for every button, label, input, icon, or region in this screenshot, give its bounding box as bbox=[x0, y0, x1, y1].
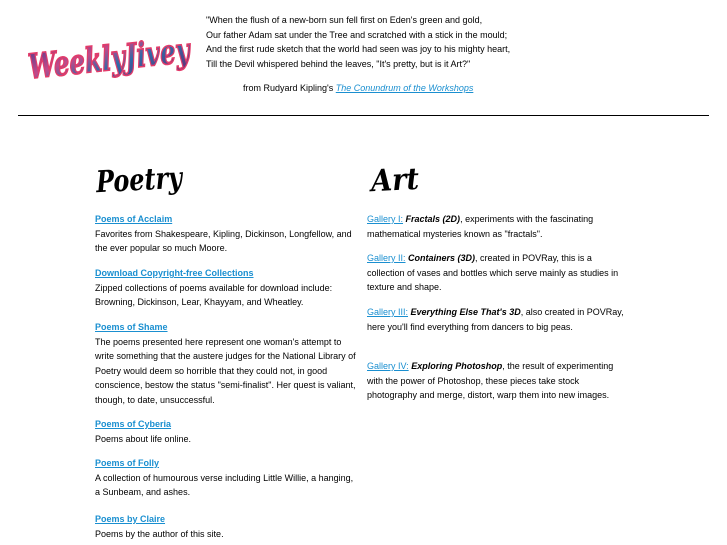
list-item bbox=[95, 212, 360, 256]
art-heading-text: Art bbox=[370, 161, 425, 200]
item-description: Poems by the author of this site. bbox=[95, 528, 224, 539]
list-item bbox=[367, 359, 625, 403]
poetry-heading-text: Poetry bbox=[95, 159, 205, 201]
item-description: , also created in POVRay, here you'll find everything from dancers to big peas. bbox=[367, 307, 624, 332]
gallery-subtitle: Fractals (2D) bbox=[405, 214, 461, 224]
list-item bbox=[95, 266, 360, 310]
list-item bbox=[95, 417, 191, 446]
gallery-subtitle: Containers (3D) bbox=[408, 253, 476, 263]
poems-by-claire-link[interactable]: Poems by Claire bbox=[95, 514, 166, 524]
list-item bbox=[367, 212, 625, 241]
poems-of-shame-link[interactable]: Poems of Shame bbox=[95, 322, 168, 332]
quote-line: "When the flush of a new-born sun fell first on Eden's green and gold, bbox=[206, 15, 483, 25]
item-description: , the result of experimenting with the power of Photoshop, these pieces take stock photography and merge, distort, warp them into new images. bbox=[367, 361, 614, 401]
poems-of-cyberia-link[interactable]: Poems of Cyberia bbox=[95, 419, 172, 429]
art-heading bbox=[368, 158, 428, 200]
poems-of-folly-link[interactable]: Poems of Folly bbox=[95, 458, 160, 468]
item-description: The poems presented here represent one woman's attempt to write something that the austere judges for the National Library of Poetry would deem so horrible that they could not, in good conscience, bestow the status "semi-finalist". Her quest is valiant, though, to date, unsuccessful. bbox=[95, 336, 356, 405]
header-divider bbox=[18, 115, 709, 116]
item-description: Favorites from Shakespeare, Kipling, Dickinson, Longfellow, and the ever popular so much Moore. bbox=[95, 228, 352, 254]
download-collections-link[interactable]: Download Copyright-free Collections bbox=[95, 268, 254, 278]
gallery-1-link[interactable]: Gallery I: bbox=[367, 214, 404, 224]
poems-of-acclaim-link[interactable]: Poems of Acclaim bbox=[95, 214, 173, 224]
item-description: Zipped collections of poems available for download include: Browning, Dickinson, Lear, Khayyam, and Wheatley. bbox=[95, 282, 333, 308]
list-item bbox=[95, 456, 360, 500]
item-description: Poems about life online. bbox=[95, 433, 192, 444]
gallery-4-link[interactable]: Gallery IV: bbox=[367, 361, 409, 371]
kipling-quote bbox=[206, 13, 626, 71]
gallery-3-link[interactable]: Gallery III: bbox=[367, 307, 409, 317]
attribution-prefix: from Rudyard Kipling's bbox=[243, 83, 336, 93]
item-description: A collection of humourous verse including Little Willie, a hanging, a Sunbeam, and ashes. bbox=[95, 472, 354, 498]
attribution-link[interactable]: The Conundrum of the Workshops bbox=[335, 83, 474, 93]
item-description: , experiments with the fascinating mathematical mysteries known as "fractals". bbox=[367, 214, 594, 239]
gallery-subtitle: Everything Else That's 3D bbox=[410, 307, 521, 317]
gallery-2-link[interactable]: Gallery II: bbox=[367, 253, 406, 263]
list-item bbox=[95, 320, 360, 408]
quote-line: Till the Devil whispered behind the leaves, "It's pretty, but is it Art?" bbox=[206, 58, 471, 69]
quote-line: Our father Adam sat under the Tree and scratched with a stick in the mould; bbox=[206, 29, 508, 40]
list-item bbox=[367, 305, 625, 334]
site-logo[interactable] bbox=[24, 24, 255, 92]
list-item bbox=[95, 512, 224, 541]
item-description: , created in POVRay, this is a collection of vases and bottles which serve mainly as studies in texture and shape. bbox=[367, 253, 619, 293]
gallery-subtitle: Exploring Photoshop bbox=[411, 361, 503, 371]
logo-text: WeeklyJivey bbox=[26, 24, 255, 88]
quote-line: And the first rude sketch that the world had seen was joy to his mighty heart, bbox=[206, 44, 511, 54]
quote-attribution bbox=[243, 81, 473, 95]
list-item bbox=[367, 251, 625, 295]
poetry-heading bbox=[94, 156, 205, 202]
